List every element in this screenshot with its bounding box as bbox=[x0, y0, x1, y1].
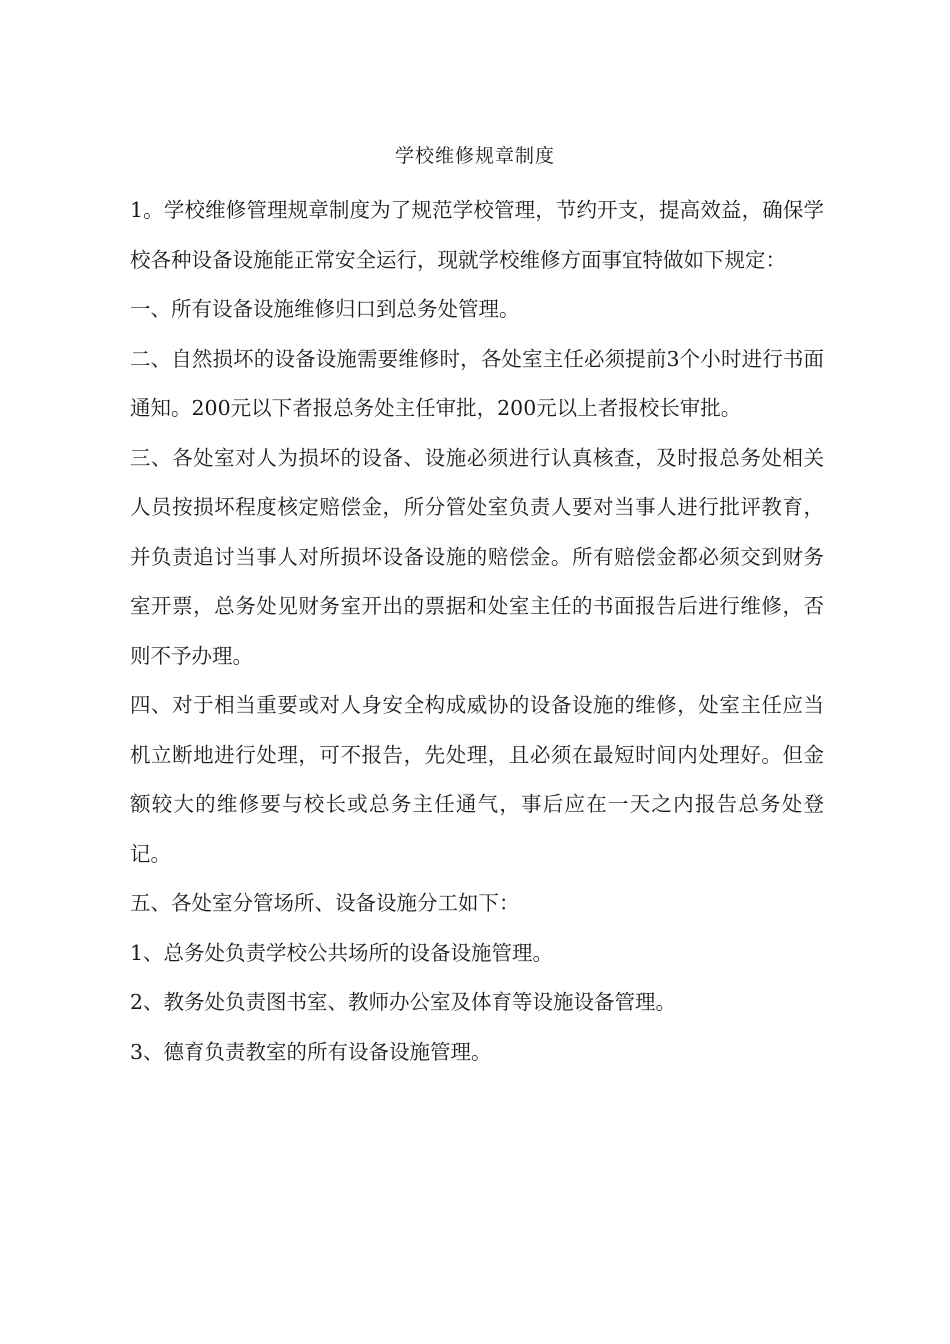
paragraph-rule-5: 五、各处室分管场所、设备设施分工如下： bbox=[130, 891, 520, 915]
list-item-3: 3、德育负责教室的所有设备设施管理。 bbox=[130, 1039, 492, 1064]
paragraph-intro: 1。学校维修管理规章制度为了规范学校管理，节约开支，提高效益，确保学校各种设备设施能正常安全运行，现就学校维修方面事宜特做如下规定： bbox=[130, 198, 824, 272]
paragraph-rule-3: 三、各处室对人为损坏的设备、设施必须进行认真核查，及时报总务处相关人员按损坏程度核定赔偿金，所分管处室负责人要对当事人进行批评教育，并负责追讨当事人对所损坏设备设施的赔偿金。所有赔偿金都必须交到财务室开票，总务处见财务室开出的票据和处室主任的书面报告后进行维修，否则不予办理。 bbox=[130, 445, 824, 668]
paragraph-rule-4: 四、对于相当重要或对人身安全构成威协的设备设施的维修，处室主任应当机立断地进行处理，可不报告，先处理，且必须在最短时间内处理好。但金额较大的维修要与校长或总务主任通气，事后应在一天之内报告总务处登记。 bbox=[130, 693, 824, 866]
list-item-2: 2、教务处负责图书室、教师办公室及体育等设施设备管理。 bbox=[130, 990, 677, 1014]
paragraph-rule-2: 二、自然损坏的设备设施需要维修时，各处室主任必须提前3个小时进行书面通知。200元以下者报总务处主任审批，200元以上者报校长审批。 bbox=[130, 346, 824, 420]
document-body bbox=[130, 186, 824, 1077]
paragraph-rule-1: 一、所有设备设施维修归口到总务处管理。 bbox=[130, 297, 520, 321]
document-title: 学校维修规章制度 bbox=[394, 145, 555, 167]
list-item-1: 1、总务处负责学校公共场所的设备设施管理。 bbox=[130, 940, 554, 965]
